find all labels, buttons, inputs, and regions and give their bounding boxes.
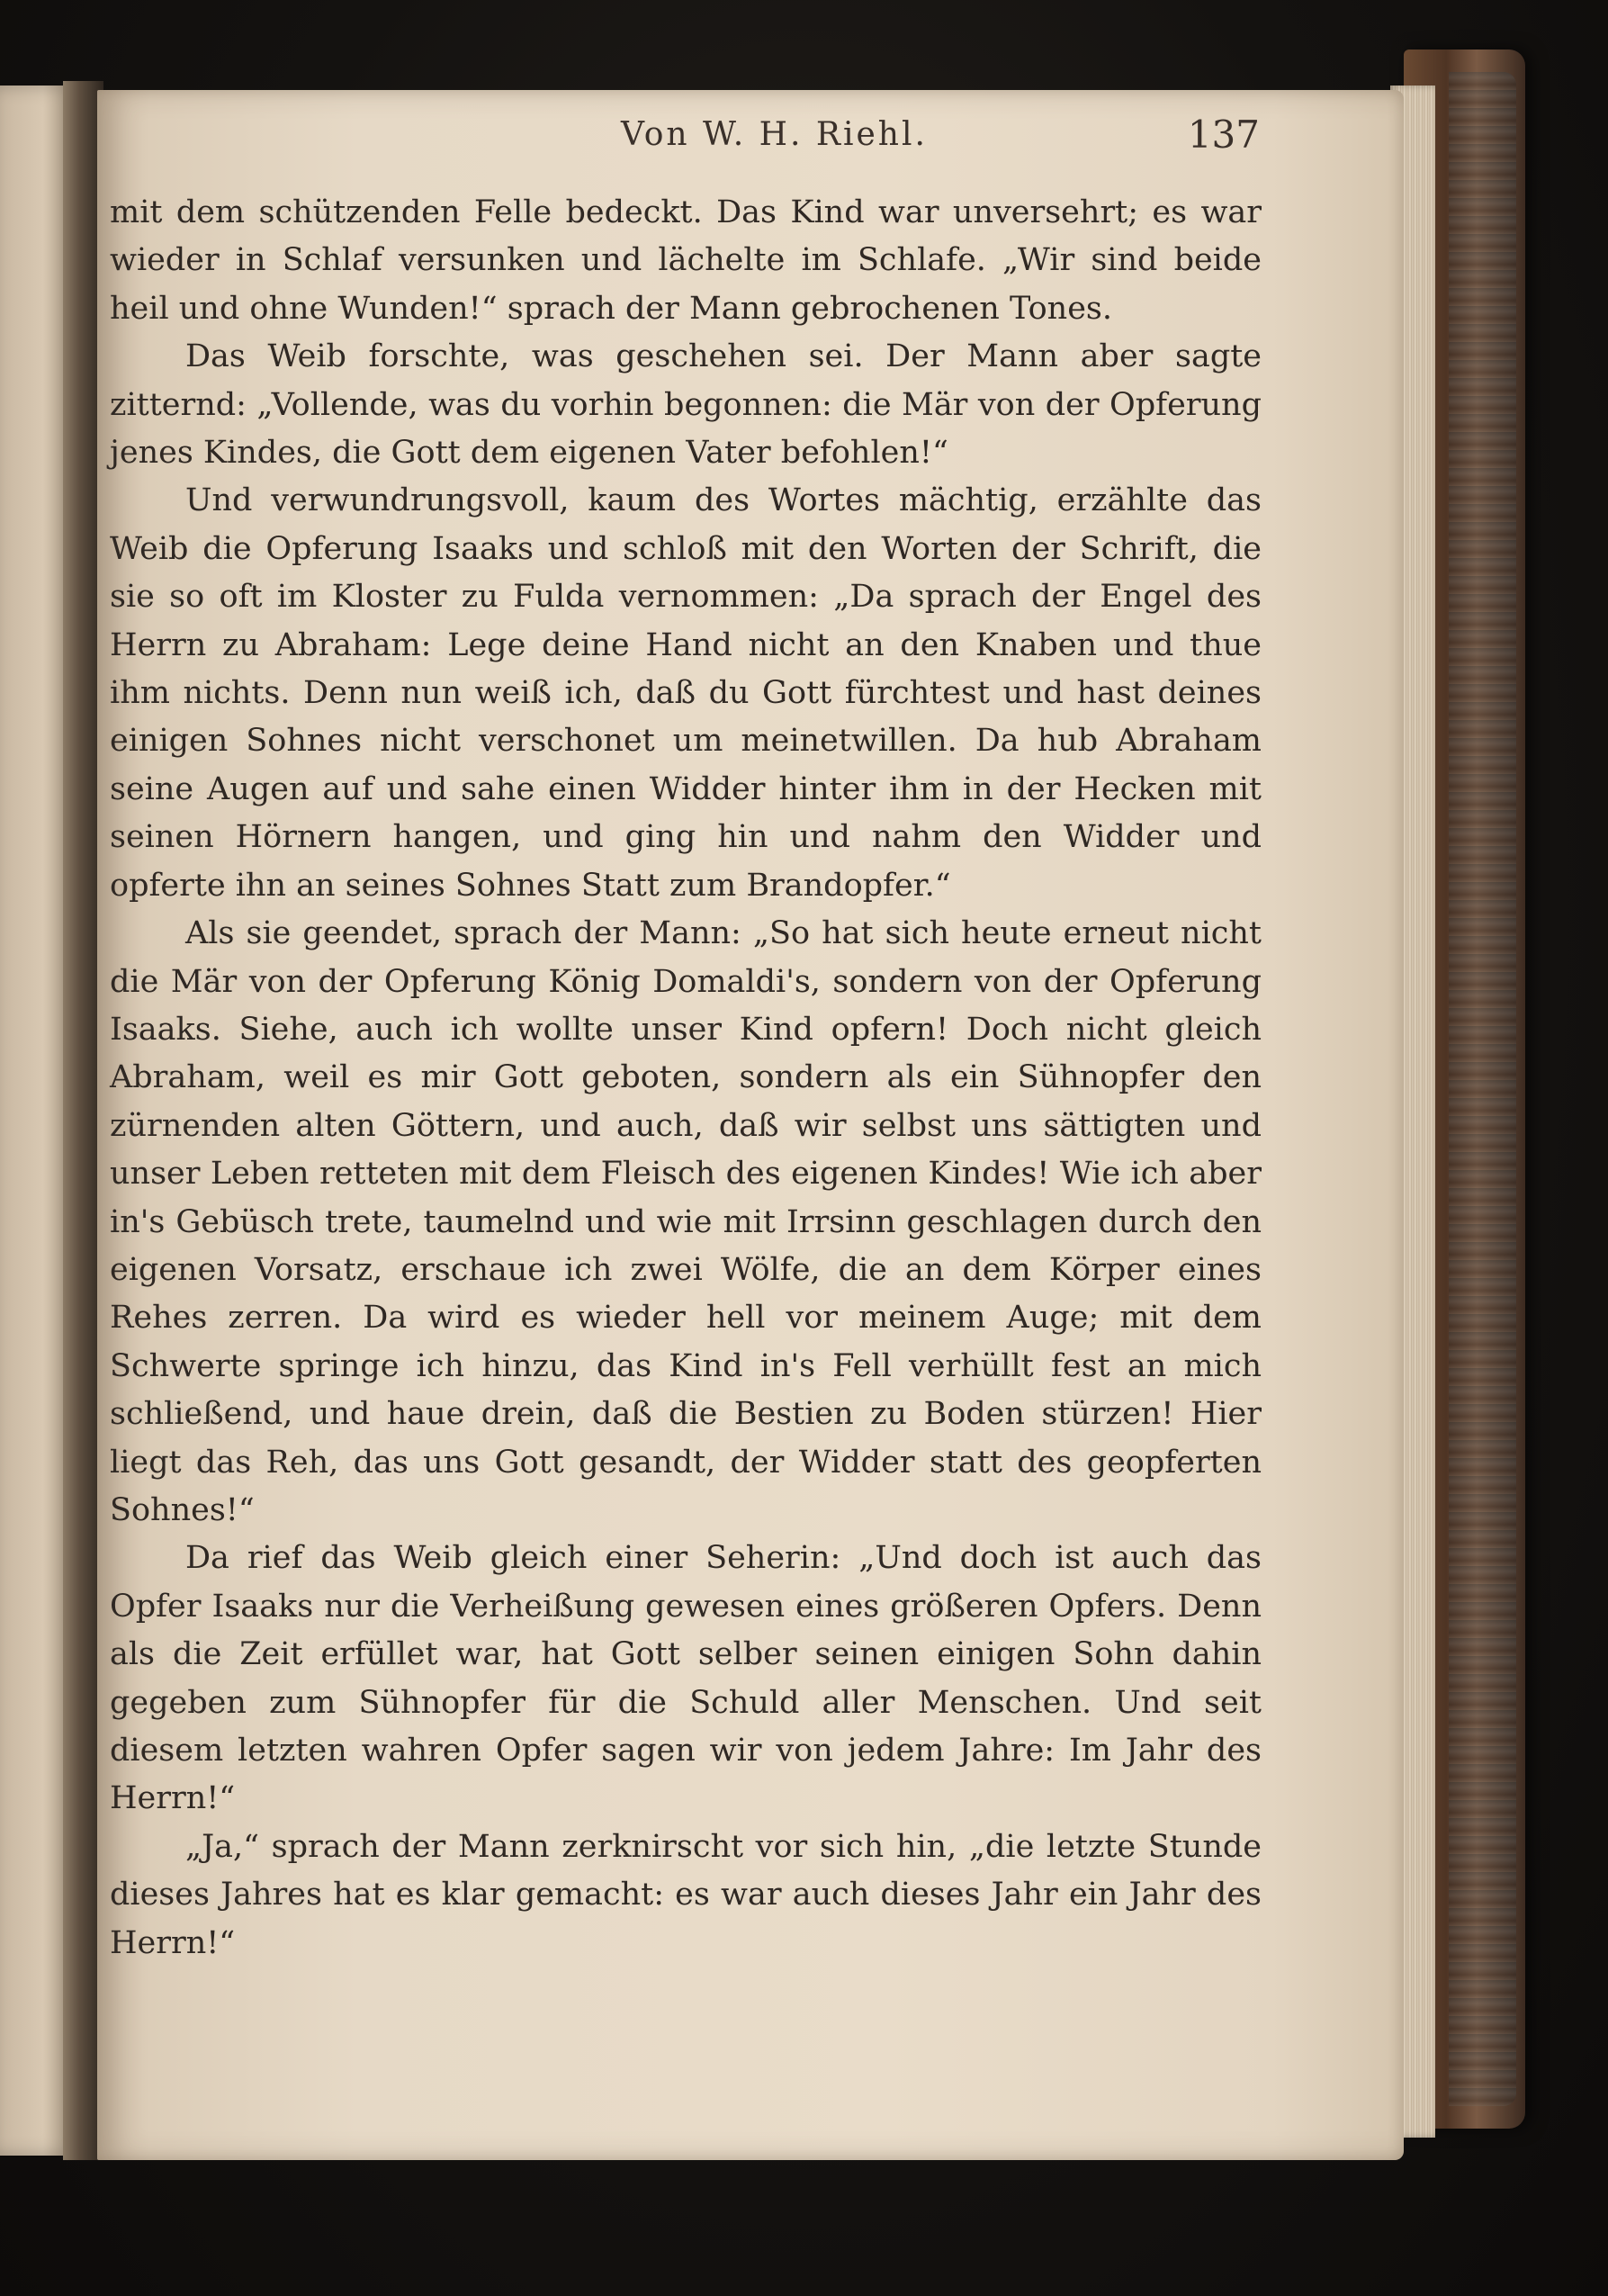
paragraph: Als sie geendet, sprach der Mann: „So hat sich heute erneut nicht die Mär von der Opferung König Domaldi's, sondern von der Opferung Isaaks. Siehe, auch ich wollte unser Kind opfern! Doch nicht gleich Abraham, weil es mir Gott geboten, sondern als ein Sühnopfer den zürnenden alten Göttern, und auch, daß wir selbst uns sättigten und unser Leben retteten mit dem Fleisch des eigenen Kindes! Wie ich aber in's Gebüsch trete, taumelnd und wie mit Irrsinn geschlagen durch den eigenen Vorsatz, erschaue ich zwei Wölfe, die an dem Körper eines Rehes zerren. Da wird es wieder hell vor meinem Auge; mit dem Schwerte springe ich hinzu, das Kind in's Fell verhüllt fest an mich schließend, und haue drein, daß die Bestien zu Boden stürzen! Hier liegt das Reh, das uns Gott gesandt, der Widder statt des geopferten Sohnes!“	[110, 915, 1262, 1528]
body-text	[110, 189, 1262, 1967]
running-head	[108, 108, 1260, 162]
paragraph: „Ja,“ sprach der Mann zerknirscht vor sich hin, „die letzte Stunde dieses Jahres hat es klar gemacht: es war auch dieses Jahr ein Jahr des Herrn!“	[110, 1828, 1262, 1961]
paragraph: mit dem schützenden Felle bedeckt. Das Kind war unversehrt; es war wieder in Schlaf versunken und lächelte im Schlafe. „Wir sind beide heil und ohne Wunden!“ sprach der Mann gebrochenen Tones.	[110, 194, 1262, 327]
page-number: 137	[1187, 113, 1260, 157]
running-title: Von W. H. Riehl.	[621, 116, 928, 153]
paragraph: Das Weib forschte, was geschehen sei. Der Mann aber sagte zitternd: „Vollende, was du vorhin begonnen: die Mär von der Opferung jenes Kindes, die Gott dem eigenen Vater befohlen!“	[110, 338, 1262, 472]
cover-marbling	[1449, 72, 1516, 2106]
paragraph: Da rief das Weib gleich einer Seherin: „Und doch ist auch das Opfer Isaaks nur die Verheißung gewesen eines größeren Opfers. Denn als die Zeit erfüllet war, hat Gott selber seinen einigen Sohn dahin gegeben zum Sühnopfer für die Schuld aller Menschen. Und seit diesem letzten wahren Opfer sagen wir von jedem Jahre: Im Jahr des Herrn!“	[110, 1540, 1262, 1817]
paragraph: Und verwundrungsvoll, kaum des Wortes mächtig, erzählte das Weib die Opferung Isaaks und schloß mit den Worten der Schrift, die sie so oft im Kloster zu Fulda vernommen: „Da sprach der Engel des Herrn zu Abraham: Lege deine Hand nicht an den Knaben und thue ihm nichts. Denn nun weiß ich, daß du Gott fürchtest und hast deines einigen Sohnes nicht verschonet um meinetwillen. Da hub Abraham seine Augen auf und sahe einen Widder hinter ihm in der Hecken mit seinen Hörnern hangen, und ging hin und nahm den Widder und opferte ihn an seines Sohnes Statt zum Brandopfer.“	[110, 482, 1262, 904]
previous-page-edge	[0, 86, 72, 2156]
